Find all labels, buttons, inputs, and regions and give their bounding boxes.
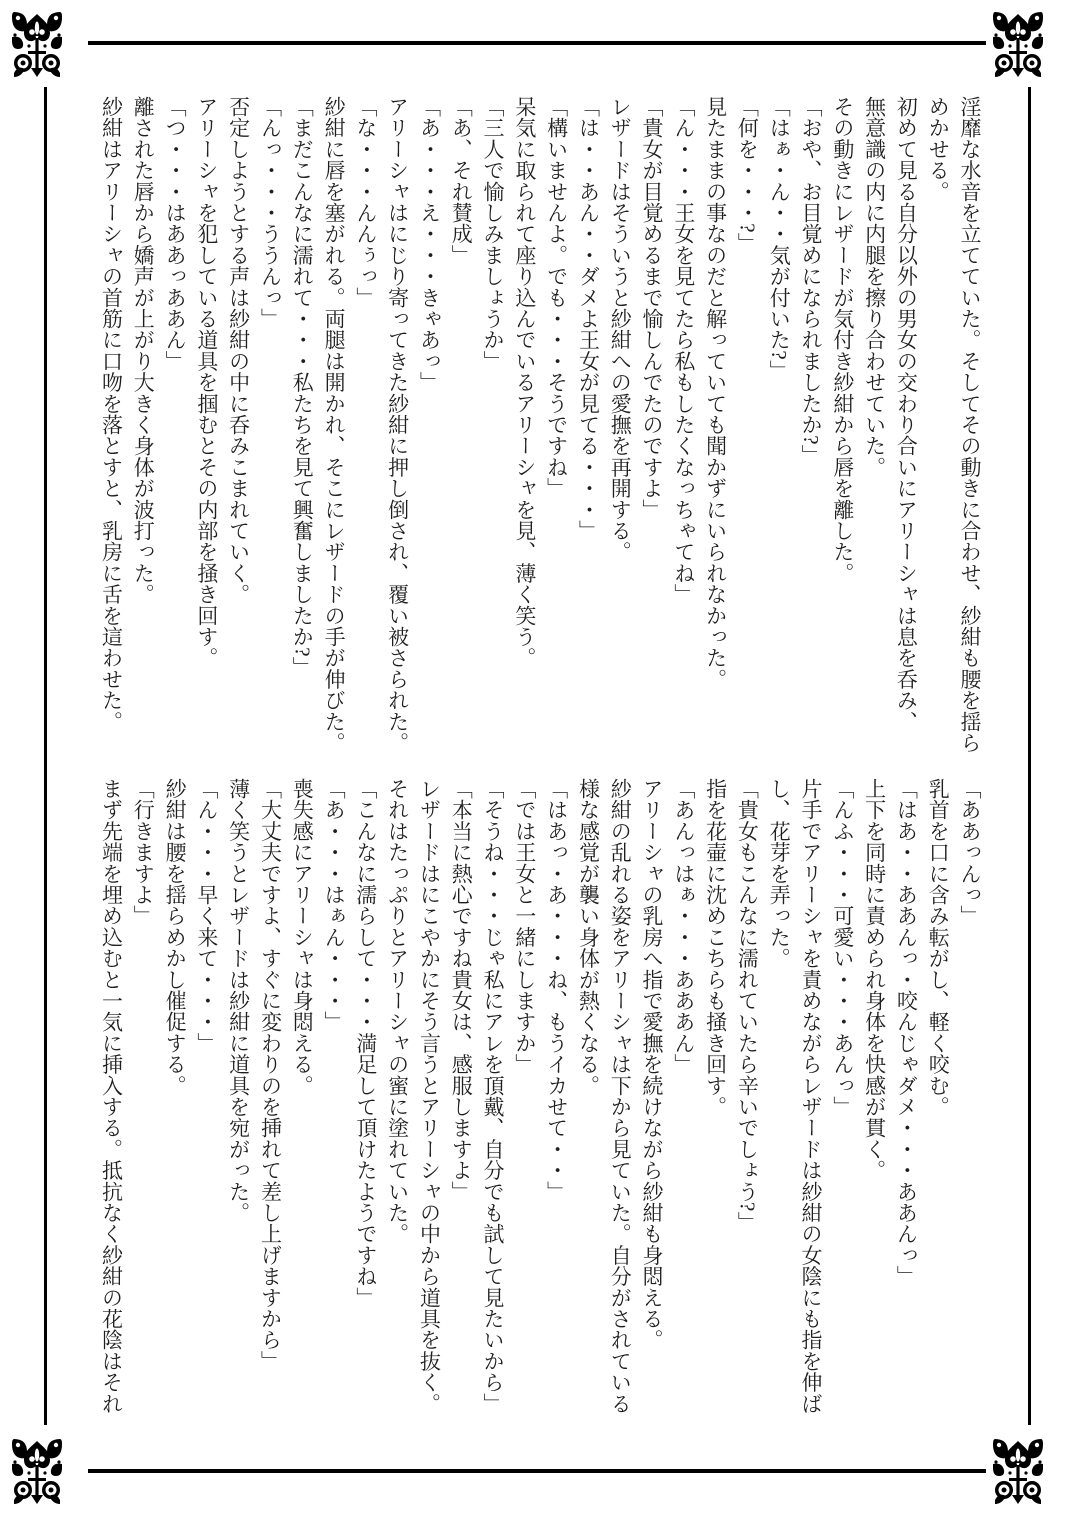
text-line: 「ああっんっ」 bbox=[958, 778, 982, 927]
top-border-rule bbox=[88, 41, 986, 45]
text-line: 上下を同時に責められ身体を快感が貫く。 bbox=[862, 778, 887, 1181]
text-line: 「大丈夫ですよ、すぐに変わりのを挿れて差し上げますから」 bbox=[258, 778, 283, 1372]
text-line: 淫靡な水音を立てていた。そしてその動きに合わせ、紗紺も腰を揺ら bbox=[958, 96, 982, 754]
text-line: 「行きますよ」 bbox=[131, 778, 156, 927]
text-line: 「あ・・・え・・・きゃあっ」 bbox=[417, 96, 442, 393]
text-line: 「つ・・・はああっああん」 bbox=[163, 96, 188, 372]
text-line: 「何を・・・?」 bbox=[735, 96, 760, 254]
text-line: その動きにレザードが気付き紗紺から唇を離した。 bbox=[830, 96, 855, 584]
text-line: アリーシャの乳房へ指で愛撫を続けながら紗紺も身悶える。 bbox=[640, 778, 665, 1351]
text-line: アリーシャを犯している道具を掴むとその内部を掻き回す。 bbox=[194, 96, 219, 669]
text-line: めかせる。 bbox=[926, 96, 951, 202]
vertical-text-block-upper bbox=[93, 96, 985, 761]
text-line: 紗紺は腰を揺らめかし催促する。 bbox=[163, 778, 188, 1096]
text-line: 「こんなに濡らして・・・満足して頂けたようですね」 bbox=[353, 778, 378, 1308]
text-line: 「あんっはぁ・・・あああん」 bbox=[671, 778, 696, 1075]
text-line: し、花芽を弄った。 bbox=[767, 778, 792, 969]
corner-fleuron-ornament-top-right bbox=[991, 11, 1045, 79]
text-line: 乳首を口に含み転がし、軽く咬む。 bbox=[926, 778, 951, 1118]
corner-fleuron-ornament-top-left bbox=[10, 11, 64, 79]
text-line: 「ん・・・早く来て・・・」 bbox=[194, 778, 219, 1054]
text-line: 「まだこんなに濡れて・・・私たちを見て興奮しましたか?」 bbox=[290, 96, 315, 678]
text-line: 紗紺はアリーシャの首筋に口吻を落とすと、乳房に舌を這わせた。 bbox=[99, 96, 124, 732]
text-line: 「は・・あん・・ダメよ王女が見てる・・・」 bbox=[576, 96, 601, 542]
text-line: 片手でアリーシャを責めながらレザードは紗紺の女陰にも指を伸ば bbox=[799, 778, 824, 1414]
text-line: 紗紺に唇を塞がれる。両腿は開かれ、そこにレザードの手が伸びた。 bbox=[322, 96, 347, 754]
bottom-border-rule bbox=[88, 1469, 986, 1473]
text-line: 無意識の内に内腿を擦り合わせていた。 bbox=[862, 96, 887, 478]
text-line: 様な感覚が襲い身体が熱くなる。 bbox=[576, 778, 601, 1096]
text-line: 見たままの事なのだと解っていても聞かずにいられなかった。 bbox=[703, 96, 728, 690]
text-line: 指を花壷に沈めこちらも掻き回す。 bbox=[703, 778, 728, 1118]
text-line: 「な・・・んんぅっ」 bbox=[353, 96, 378, 308]
text-line: 「貴女もこんなに濡れていたら辛いでしょう?」 bbox=[735, 778, 760, 1233]
text-line: 「構いませんよ。でも・・・そうですね」 bbox=[544, 96, 569, 499]
vertical-text-block-lower bbox=[93, 778, 985, 1428]
text-line: 「三人で愉しみましょうか」 bbox=[481, 96, 506, 372]
text-line: 「そうね・・・じゃ私にアレを頂戴、自分でも試して見たいから」 bbox=[481, 778, 506, 1414]
text-line: 呆気に取られて座り込んでいるアリーシャを見、薄く笑う。 bbox=[512, 96, 537, 669]
text-line: 「はあっ・あ・・・ね、もうイカせて・・」 bbox=[544, 778, 569, 1202]
right-border-rule bbox=[1028, 87, 1031, 1425]
text-line: 「あ、それ賛成」 bbox=[449, 96, 474, 266]
text-line: 「あ・・・はぁん・・・」 bbox=[322, 778, 347, 1033]
text-line: 「貴女が目覚めるまで愉しんでたのですよ」 bbox=[640, 96, 665, 520]
corner-fleuron-ornament-bottom-right bbox=[991, 1438, 1045, 1506]
text-line: 離された唇から嬌声が上がり大きく身体が波打った。 bbox=[131, 96, 156, 605]
text-line: 薄く笑うとレザードは紗紺に道具を宛がった。 bbox=[226, 778, 251, 1224]
text-line: レザードはそういうと紗紺への愛撫を再開する。 bbox=[608, 96, 633, 563]
corner-fleuron-ornament-bottom-left bbox=[10, 1438, 64, 1506]
text-line: レザードはにこやかにそう言うとアリーシャの中から道具を抜く。 bbox=[417, 778, 442, 1414]
text-line: それはたっぷりとアリーシャの蜜に塗れていた。 bbox=[385, 778, 410, 1245]
text-line: 否定しようとする声は紗紺の中に呑みこまれていく。 bbox=[226, 96, 251, 605]
left-border-rule bbox=[44, 87, 47, 1425]
text-line: 「ん・・・王女を見てたら私もしたくなっちゃてね」 bbox=[671, 96, 696, 605]
text-line: 「はあ・・ああんっ・咬んじゃダメ・・・ああんっ」 bbox=[894, 778, 919, 1287]
text-line: 喪失感にアリーシャは身悶える。 bbox=[290, 778, 315, 1096]
text-line: 紗紺の乱れる姿をアリーシャは下から見ていた。自分がされている bbox=[608, 778, 633, 1414]
text-line: 「んっ・・・ううんっ」 bbox=[258, 96, 283, 330]
text-line: 「おや、お目覚めになられましたか?」 bbox=[799, 96, 824, 466]
text-line: 「本当に熱心ですね貴女は、感服しますよ」 bbox=[449, 778, 474, 1202]
text-line: 「では王女と一緒にしますか」 bbox=[512, 778, 537, 1075]
text-line: まず先端を埋め込むと一気に挿入する。抵抗なく紗紺の花陰はそれ bbox=[99, 778, 124, 1414]
text-line: アリーシャはにじり寄ってきた紗紺に押し倒され、覆い被さられた。 bbox=[385, 96, 410, 754]
text-line: 「はぁ・ん・・気が付いた?」 bbox=[767, 96, 792, 382]
text-line: 「んふ・・・可愛い・・・あんっ」 bbox=[830, 778, 855, 1118]
text-line: 初めて見る自分以外の男女の交わり合いにアリーシャは息を呑み、 bbox=[894, 96, 919, 732]
